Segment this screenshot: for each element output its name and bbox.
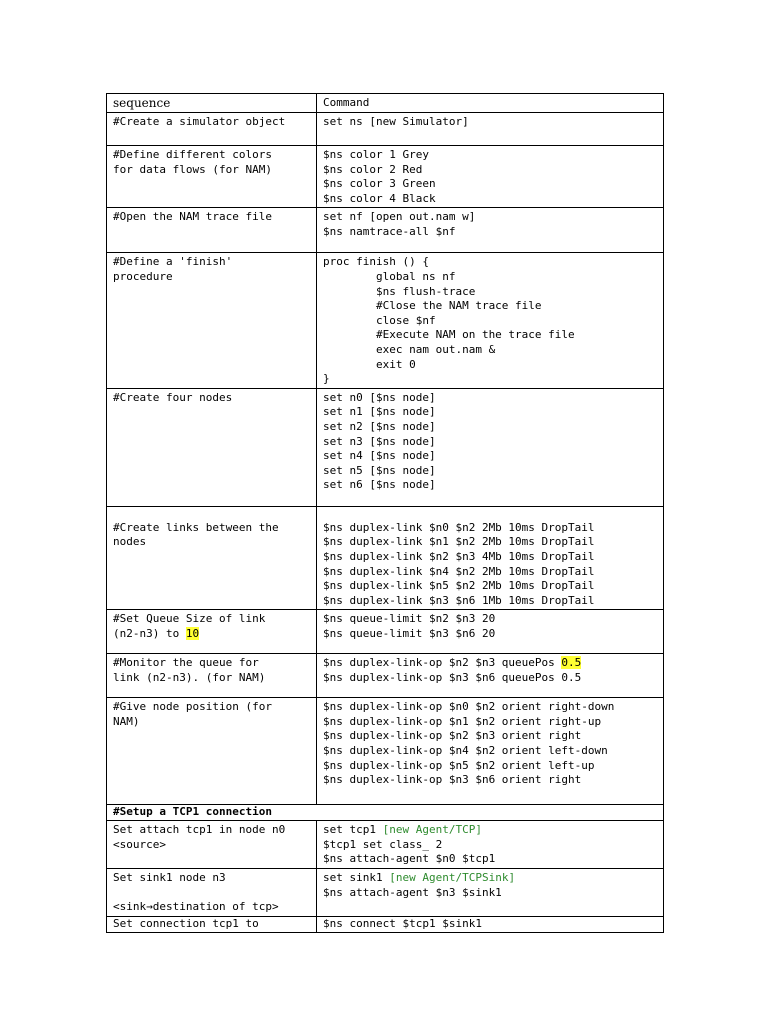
- text-line: for data flows (for NAM): [113, 162, 272, 176]
- sequence-cell: [107, 113, 317, 146]
- text-line: set n5 [$ns node]: [323, 463, 436, 477]
- table-header-row: [107, 94, 664, 113]
- text-line: Set attach tcp1 in node n0: [113, 823, 286, 837]
- command-cell: [317, 869, 664, 917]
- text-line: $ns duplex-link $n4 $n2 2Mb 10ms DropTail: [323, 564, 595, 578]
- text-line: Set sink1 node n3: [113, 871, 226, 885]
- text-line: set n2 [$ns node]: [323, 419, 436, 433]
- text-line: close $nf: [323, 313, 436, 327]
- text-line: set nf [open out.nam w]: [323, 210, 476, 224]
- command-cell: [317, 208, 664, 253]
- text-line: Command: [323, 96, 370, 109]
- highlighted-value: 10: [185, 626, 200, 640]
- text-line: }: [323, 372, 330, 386]
- text-line: #Setup a TCP1 connection: [113, 805, 272, 819]
- text-line: #Open the NAM trace file: [113, 210, 272, 224]
- text-line: [113, 886, 310, 901]
- text-line: $ns attach-agent $n3 $sink1: [323, 885, 502, 899]
- text-line: $ns duplex-link-op $n0 $n2 orient right-down: [323, 700, 615, 714]
- text-line: #Execute NAM on the trace file: [323, 328, 575, 342]
- text-line: <source>: [113, 837, 166, 851]
- text-line: #Monitor the queue for: [113, 656, 259, 670]
- text-line: $ns color 4 Black: [323, 191, 436, 205]
- cmd-text: set tcp1: [323, 823, 383, 837]
- text-line: #Close the NAM trace file: [323, 299, 542, 313]
- table-row: [107, 610, 664, 654]
- command-cell: [317, 698, 664, 805]
- text-line: sequence: [113, 96, 171, 110]
- command-cell: [317, 388, 664, 506]
- highlighted-value: 0.5: [561, 656, 582, 670]
- text-line: nodes: [113, 535, 147, 549]
- text-line: set n1 [$ns node]: [323, 405, 436, 419]
- text-line: $ns duplex-link-op $n4 $n2 orient left-down: [323, 744, 608, 758]
- command-cell: [317, 654, 664, 698]
- text-line: Set connection tcp1 to: [113, 916, 259, 930]
- table-row: [107, 253, 664, 388]
- header-sequence: [107, 94, 317, 113]
- command-cell: [317, 506, 664, 610]
- agent-keyword: [new Agent/TCP]: [382, 823, 482, 837]
- ns2-script-table: [106, 93, 664, 933]
- table-row: [107, 146, 664, 208]
- text-line: #Create links between the: [113, 520, 279, 534]
- text-line: $ns color 3 Green: [323, 177, 436, 191]
- text-line: set ns [new Simulator]: [323, 115, 469, 128]
- text-line: set n6 [$ns node]: [323, 478, 436, 492]
- text-line: #Create a simulator object: [113, 115, 286, 128]
- text-line: set n4 [$ns node]: [323, 449, 436, 463]
- sequence-cell: [107, 869, 317, 917]
- text-line: $ns connect $tcp1 $sink1: [323, 916, 482, 930]
- section-row: [107, 805, 664, 821]
- text-line: [113, 627, 310, 642]
- command-cell: [317, 253, 664, 388]
- text-line: exec nam out.nam &: [323, 342, 496, 356]
- text-line: [323, 823, 657, 838]
- text-line: $ns duplex-link-op $n5 $n2 orient left-up: [323, 758, 595, 772]
- seq-text: (n2-n3) to: [113, 626, 186, 640]
- sequence-cell: [107, 146, 317, 208]
- text-line: #Define different colors: [113, 148, 272, 161]
- text-line: $ns duplex-link $n2 $n3 4Mb 10ms DropTail: [323, 549, 595, 563]
- command-cell: [317, 113, 664, 146]
- table-row: [107, 869, 664, 917]
- command-cell: [317, 610, 664, 654]
- sequence-cell: [107, 208, 317, 253]
- text-line: [323, 656, 657, 671]
- text-line: $ns queue-limit $n3 $n6 20: [323, 626, 496, 640]
- sequence-cell: [107, 916, 317, 932]
- cmd-text: set sink1: [323, 871, 390, 885]
- sequence-cell: [107, 654, 317, 698]
- cmd-text: $ns duplex-link-op $n2 $n3 queuePos: [323, 656, 562, 670]
- table-row: [107, 208, 664, 253]
- sequence-cell: [107, 253, 317, 388]
- text-line: $tcp1 set class_ 2: [323, 837, 443, 851]
- agent-keyword: [new Agent/TCPSink]: [389, 871, 516, 885]
- text-line: $ns namtrace-all $nf: [323, 224, 456, 238]
- text-line: #Give node position (for: [113, 700, 272, 714]
- text-line: proc finish () {: [323, 255, 429, 269]
- text-line: set n3 [$ns node]: [323, 434, 436, 448]
- text-line: $ns duplex-link-op $n3 $n6 queuePos 0.5: [323, 670, 582, 684]
- table-row: [107, 506, 664, 610]
- text-line: $ns duplex-link $n0 $n2 2Mb 10ms DropTail: [323, 520, 595, 534]
- header-command: [317, 94, 664, 113]
- sequence-cell: [107, 821, 317, 869]
- text-line: NAM): [113, 714, 140, 728]
- text-line: exit 0: [323, 357, 416, 371]
- text-line: $ns color 2 Red: [323, 162, 423, 176]
- text-line: link (n2-n3). (for NAM): [113, 670, 266, 684]
- sequence-cell: [107, 388, 317, 506]
- text-line: set n0 [$ns node]: [323, 390, 436, 404]
- text-line: $ns duplex-link $n3 $n6 1Mb 10ms DropTail: [323, 593, 595, 607]
- table-row: [107, 388, 664, 506]
- text-line: procedure: [113, 269, 173, 283]
- command-cell: [317, 821, 664, 869]
- sequence-cell: [107, 698, 317, 805]
- text-line: global ns nf: [323, 269, 456, 283]
- text-line: $ns color 1 Grey: [323, 148, 429, 161]
- sequence-cell: [107, 506, 317, 610]
- text-line: $ns queue-limit $n2 $n3 20: [323, 612, 496, 626]
- text-line: [323, 871, 657, 886]
- table-row: [107, 113, 664, 146]
- text-line: $ns duplex-link-op $n2 $n3 orient right: [323, 729, 582, 743]
- text-line: $ns duplex-link-op $n3 $n6 orient right: [323, 773, 582, 787]
- text-line: #Set Queue Size of link: [113, 612, 266, 626]
- sequence-cell: [107, 610, 317, 654]
- table-row: [107, 821, 664, 869]
- text-line: $ns attach-agent $n0 $tcp1: [323, 852, 496, 866]
- text-line: #Create four nodes: [113, 390, 233, 404]
- text-line: $ns duplex-link $n1 $n2 2Mb 10ms DropTail: [323, 535, 595, 549]
- table-row: [107, 698, 664, 805]
- command-cell: [317, 146, 664, 208]
- table-row: [107, 654, 664, 698]
- text-line: $ns duplex-link $n5 $n2 2Mb 10ms DropTail: [323, 579, 595, 593]
- text-line: $ns duplex-link-op $n1 $n2 orient right-up: [323, 714, 602, 728]
- text-line: #Define a 'finish': [113, 255, 233, 269]
- section-title: [107, 805, 664, 821]
- text-line: $ns flush-trace: [323, 284, 476, 298]
- command-cell: [317, 916, 664, 932]
- table-row: [107, 916, 664, 932]
- text-line: <sink→destination of tcp>: [113, 900, 279, 914]
